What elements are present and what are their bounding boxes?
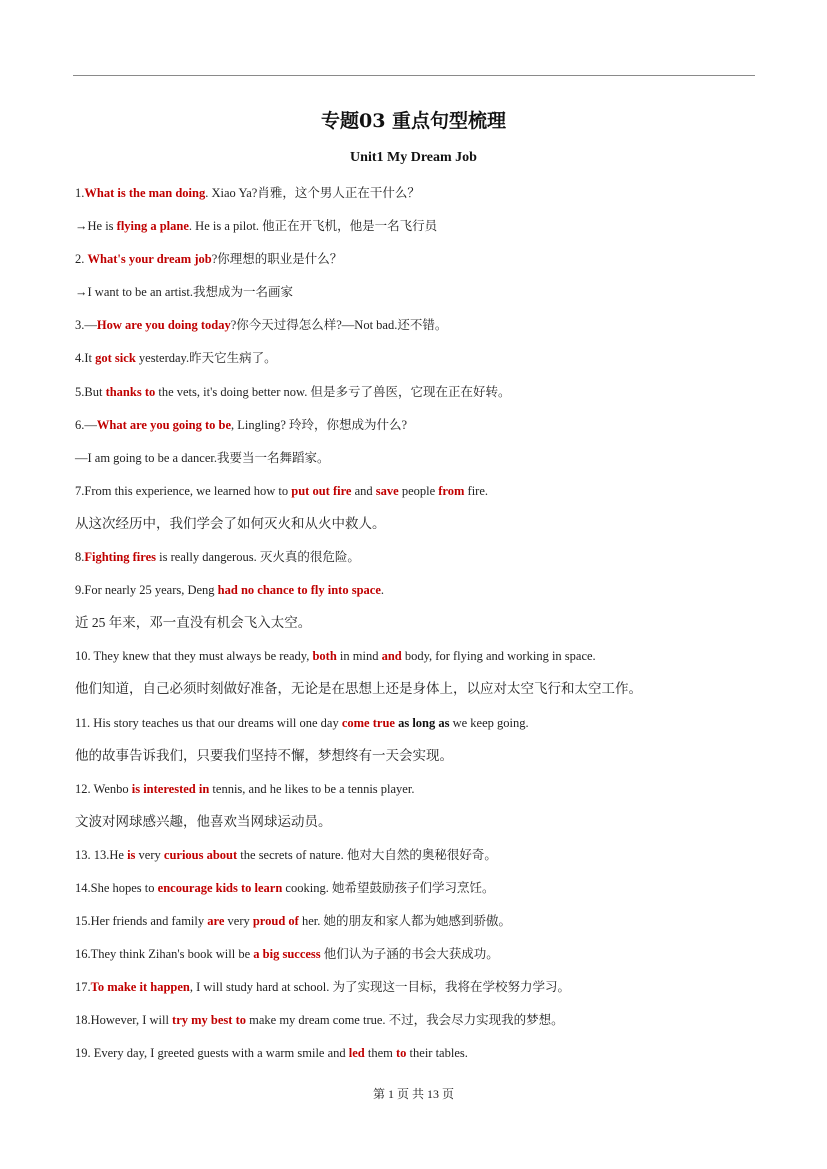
bold-phrase: as long as — [394, 715, 450, 730]
sentence-text: the vets, it's doing better now. 但是多亏了兽医，它现在正在好转。 — [155, 384, 511, 399]
sentence-text: her. 她的朋友和家人都为她感到骄傲。 — [298, 914, 511, 929]
key-phrase: from — [438, 483, 465, 498]
sentence-line — [75, 382, 765, 415]
sentence-text: 13. 13.He — [75, 847, 128, 862]
sentence-line — [75, 679, 765, 712]
key-phrase: curious about — [163, 847, 238, 862]
key-phrase: What is the man doing — [84, 186, 206, 200]
sentence-text: 18.However, I will — [75, 1013, 173, 1028]
key-phrase: both — [312, 649, 337, 664]
sentence-text: 12. Wenbo — [75, 781, 132, 796]
key-phrase: flying a plane — [116, 219, 189, 234]
sentence-text: yesterday.昨天它生病了。 — [135, 351, 277, 366]
key-phrase: got sick — [95, 351, 136, 366]
sentence-text: 他们知道，自己必须时刻做好准备，无论是在思想上还是身体上，以应对太空飞行和太空工作。 — [75, 681, 642, 697]
key-phrase: and — [381, 649, 402, 664]
sentence-text: 1. — [75, 186, 85, 200]
sentence-text: ?你理想的职业是什么？ — [211, 252, 343, 267]
sentence-text: in mind — [336, 649, 382, 664]
sentence-text: 5.But — [75, 384, 106, 399]
page-title: 专题03 重点句型梳理 — [320, 110, 507, 132]
key-phrase: How are you doing today — [96, 318, 231, 333]
key-phrase: is interested in — [131, 781, 210, 796]
sentence-line — [75, 547, 765, 580]
sentence-text: 7.From this experience, we learned how to — [75, 483, 292, 498]
key-phrase: proud of — [252, 914, 299, 929]
sentence-list — [75, 183, 765, 1077]
sentence-text: 2. — [75, 252, 88, 267]
sentence-text: 6.— — [75, 417, 97, 432]
sentence-line — [75, 977, 765, 1010]
sentence-text: 从这次经历中，我们学会了如何灭火和从火中救人。 — [75, 515, 386, 531]
sentence-text: , Lingling? 玲玲，你想成为什么? — [231, 417, 408, 432]
sentence-line — [75, 812, 765, 845]
key-phrase: put out fire — [291, 483, 352, 498]
sentence-line — [75, 613, 765, 646]
sentence-text: 他的故事告诉我们，只要我们坚持不懈，梦想终有一天会实现。 — [75, 747, 453, 763]
key-phrase: What are you going to be — [96, 417, 232, 432]
sentence-text: ?你今天过得怎么样?—Not bad.还不错。 — [230, 318, 448, 333]
key-phrase: try my best to — [172, 1013, 246, 1028]
sentence-text: 8. — [75, 550, 85, 565]
sentence-line — [75, 348, 765, 381]
sentence-text: 文波对网球感兴趣，他喜欢当网球运动员。 — [75, 813, 332, 829]
sentence-text: fire. — [464, 483, 489, 498]
page-footer: 第 1 页 共 13 页 — [372, 1087, 454, 1101]
header-rule — [73, 75, 755, 76]
sentence-line — [75, 646, 765, 679]
sentence-text: 10. They knew that they must always be ready, — [75, 649, 313, 664]
key-phrase: to — [396, 1046, 407, 1061]
sentence-text: 他们认为子涵的书会大获成功。 — [320, 947, 499, 962]
sentence-text: 15.Her friends and family — [75, 914, 208, 929]
sentence-line — [75, 282, 765, 315]
sentence-line — [75, 911, 765, 944]
sentence-text: cooking. 她希望鼓励孩子们学习烹饪。 — [282, 880, 495, 895]
sentence-text: we keep going. — [449, 715, 529, 730]
sentence-text: 19. Every day, I greeted guests with a warm smile and — [75, 1046, 349, 1061]
sentence-text: people — [398, 483, 439, 498]
sentence-text: 17. — [75, 980, 91, 995]
sentence-text: 11. His story teaches us that our dreams will one day — [75, 715, 342, 730]
sentence-line — [75, 415, 765, 448]
sentence-line — [75, 779, 765, 812]
sentence-line — [75, 216, 765, 249]
key-phrase: is — [127, 847, 136, 862]
key-phrase: are — [207, 914, 225, 929]
sentence-line — [75, 713, 765, 746]
sentence-text: 3.— — [75, 318, 97, 333]
sentence-line — [75, 481, 765, 514]
sentence-text: 9.For nearly 25 years, Deng — [75, 583, 218, 598]
sentence-text: their tables. — [406, 1046, 468, 1061]
sentence-line — [75, 1010, 765, 1043]
key-phrase: a big success — [253, 947, 321, 962]
sentence-line — [75, 514, 765, 547]
sentence-text: make my dream come true. 不过，我会尽力实现我的梦想。 — [246, 1013, 564, 1028]
sentence-text: is really dangerous. 灭火真的很危险。 — [156, 550, 360, 565]
sentence-line — [75, 580, 765, 613]
sentence-text: body, for flying and working in space. — [401, 649, 596, 664]
key-phrase: Fighting fires — [84, 550, 157, 565]
key-phrase: come true — [341, 715, 395, 730]
sentence-line — [75, 1043, 765, 1076]
sentence-text: 近 25 年来，邓一直没有机会飞入太空。 — [75, 615, 312, 631]
sentence-text: them — [364, 1046, 396, 1061]
key-phrase: led — [348, 1046, 365, 1061]
sentence-line — [75, 249, 765, 282]
sentence-text: . Xiao Ya?肖雅，这个男人正在干什么？ — [205, 186, 420, 200]
key-phrase: save — [375, 483, 399, 498]
sentence-text: very — [135, 847, 164, 862]
sentence-text: . — [380, 583, 384, 598]
key-phrase: To make it happen — [90, 980, 190, 995]
sentence-text: , I will study hard at school. 为了实现这一目标，我将在学校努力学习。 — [189, 980, 571, 995]
sentence-line — [75, 845, 765, 878]
key-phrase: thanks to — [105, 384, 156, 399]
sentence-text: —I am going to be a dancer.我要当一名舞蹈家。 — [75, 450, 330, 465]
sentence-line — [75, 448, 765, 481]
sentence-line — [75, 878, 765, 911]
sentence-text: →I want to be an artist.我想成为一名画家 — [75, 285, 294, 300]
unit-subtitle: Unit1 My Dream Job — [350, 150, 477, 165]
sentence-text: tennis, and he likes to be a tennis player. — [209, 781, 415, 796]
sentence-text: 16.They think Zihan's book will be — [75, 947, 254, 962]
sentence-text: . He is a pilot. 他正在开飞机，他是一名飞行员 — [188, 219, 438, 234]
sentence-text: and — [351, 483, 376, 498]
sentence-text: 14.She hopes to — [75, 880, 158, 895]
sentence-text: 4.It — [75, 351, 96, 366]
key-phrase: What's your dream job — [87, 252, 212, 267]
sentence-line — [75, 944, 765, 977]
sentence-line — [75, 183, 765, 216]
sentence-text: →He is — [75, 219, 117, 234]
key-phrase: had no chance to fly into space — [217, 583, 381, 598]
sentence-line — [75, 746, 765, 779]
key-phrase: encourage kids to learn — [157, 880, 283, 895]
sentence-text: the secrets of nature. 他对大自然的奥秘很好奇。 — [237, 847, 497, 862]
sentence-line — [75, 315, 765, 348]
sentence-text: very — [224, 914, 253, 929]
